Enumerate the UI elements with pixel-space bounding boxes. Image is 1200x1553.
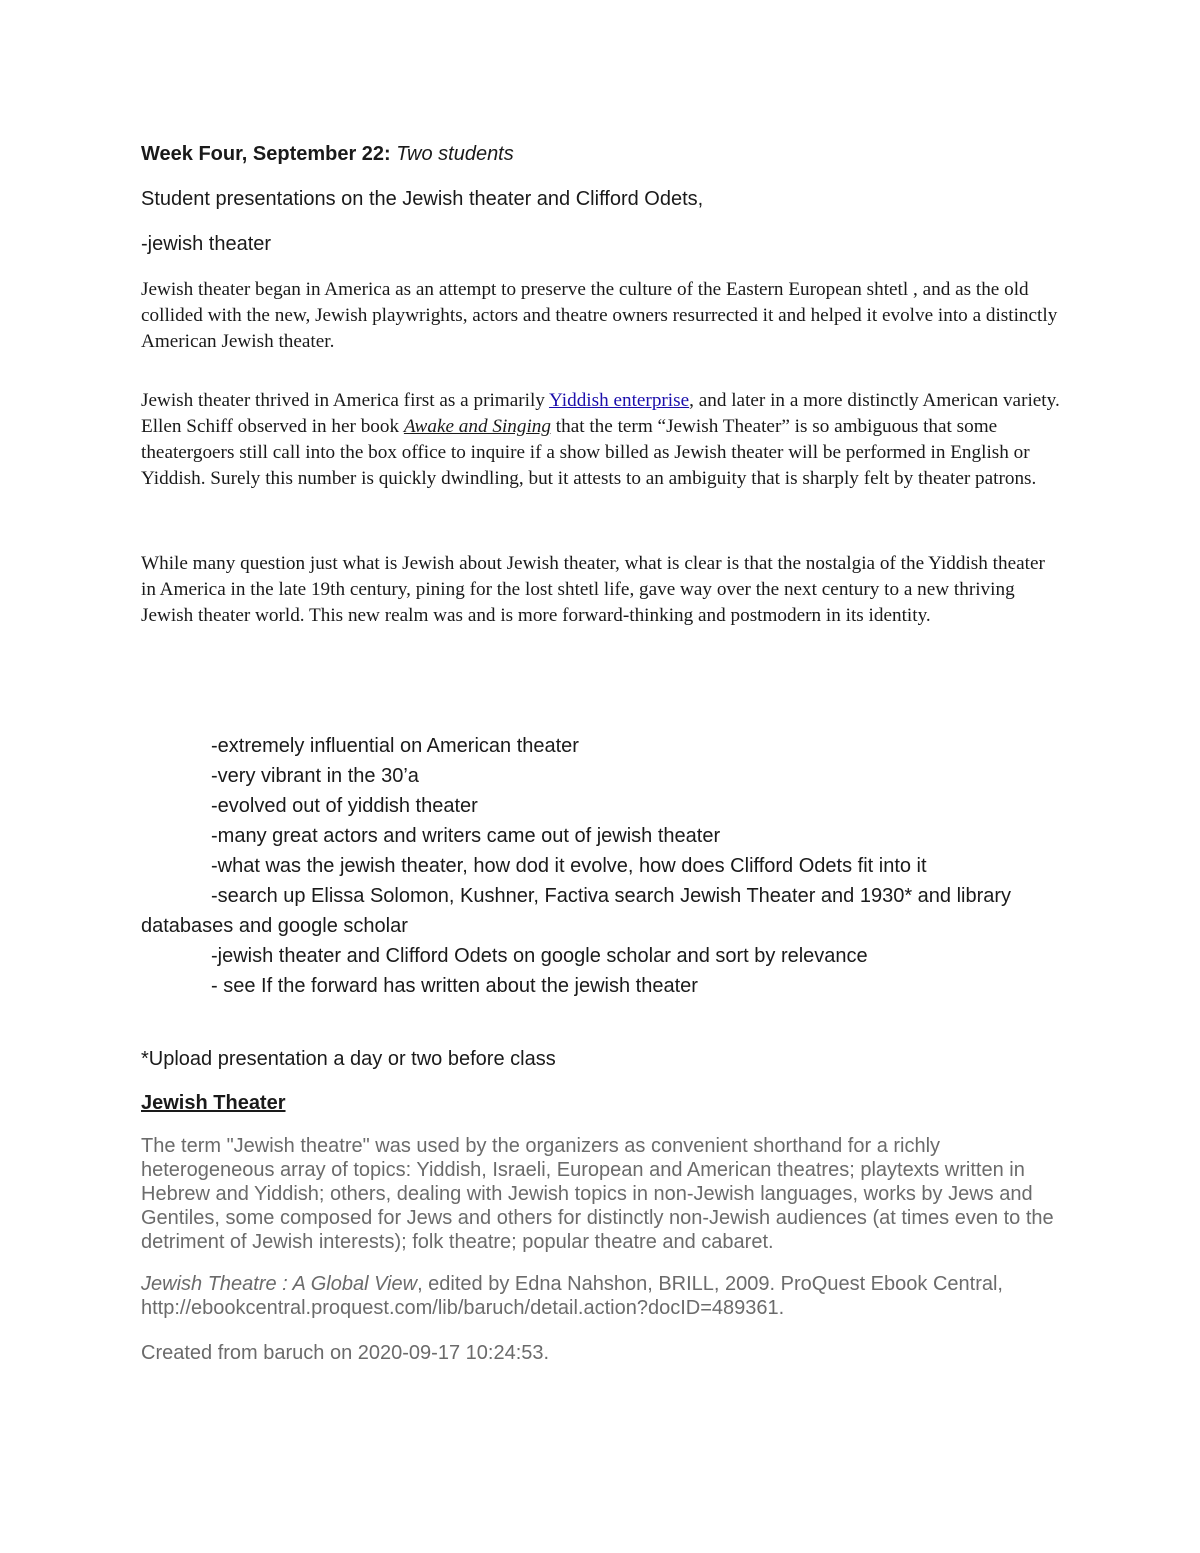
created-line: Created from baruch on 2020-09-17 10:24:53. (141, 1342, 550, 1364)
book-title: Awake and Singing (403, 416, 551, 437)
citation (141, 1272, 1060, 1320)
note-item: -extremely influential on American theater (211, 735, 579, 757)
paragraph-nostalgia: While many question just what is Jewish about Jewish theater, what is clear is that the nostalgia of the Yiddish theater in America in the late 19th century, pining for the lost shtetl life, gave way over the next century to a new thriving Jewish theater world. This new realm was and is more forward-thinking and postmodern in its identity. (141, 553, 1045, 626)
note-item: -very vibrant in the 30’a (211, 765, 419, 787)
paragraph-yiddish (141, 388, 1060, 492)
yiddish-enterprise-link[interactable]: Yiddish enterprise (548, 390, 690, 411)
intro-line: Student presentations on the Jewish theater and Clifford Odets, (141, 188, 704, 210)
heading-subtitle: Two students (396, 143, 514, 165)
note-item: - see If the forward has written about the jewish theater (211, 975, 698, 997)
note-item: -evolved out of yiddish theater (211, 795, 478, 817)
notes-list (141, 731, 1060, 1001)
p2-text-c: that the term “Jewish Theater” is so ambiguous that some theatergoers still call into the box office to inquire if a show billed as Jewish theater will be performed in English or Yiddish. Surely this number is quickly dwindling, but it attests to an ambiguity that is sharply felt by theater patrons. (141, 416, 1037, 489)
section-title: Jewish Theater (141, 1092, 286, 1114)
page-heading (141, 141, 1060, 167)
topic-line: -jewish theater (141, 233, 272, 255)
quote-paragraph: The term "Jewish theatre" was used by the organizers as convenient shorthand for a richly heterogeneous array of topics: Yiddish, Israeli, European and American theatres; playtexts written in Hebrew and Yiddish; others, dealing with Jewish topics in non-Jewish languages, works by Jews and Gentiles, some composed for Jews and others for distinctly non-Jewish audiences (at times even to the detriment of Jewish interests); folk theatre; popular theatre and cabaret. (141, 1135, 1054, 1253)
upload-note: *Upload presentation a day or two before class (141, 1048, 556, 1070)
paragraph-origins: Jewish theater began in America as an attempt to preserve the culture of the Eastern European shtetl , and as the old collided with the new, Jewish playwrights, actors and theatre owners resurrected it and helped it evolve into a distinctly American Jewish theater. (141, 279, 1058, 352)
note-item: -what was the jewish theater, how dod it evolve, how does Clifford Odets fit into it (211, 855, 927, 877)
p2-text-a: Jewish theater thrived in America first as a primarily (141, 390, 549, 411)
citation-details: , edited by Edna Nahshon, BRILL, 2009. ProQuest Ebook Central, http://ebookcentral.proquest.com/lib/baruch/detail.action?docID=489361. (141, 1273, 1003, 1319)
note-item: -search up Elissa Solomon, Kushner, Factiva search Jewish Theater and 1930* and library databases and google scholar (141, 885, 1012, 937)
note-item: -many great actors and writers came out of jewish theater (211, 825, 721, 847)
note-item: -jewish theater and Clifford Odets on google scholar and sort by relevance (211, 945, 868, 967)
heading-date: Week Four, September 22: (141, 143, 391, 165)
p2-text-b: , and later in a more distinctly American variety. Ellen Schiff observed in her book (141, 390, 1060, 437)
citation-title: Jewish Theatre : A Global View (141, 1273, 418, 1295)
